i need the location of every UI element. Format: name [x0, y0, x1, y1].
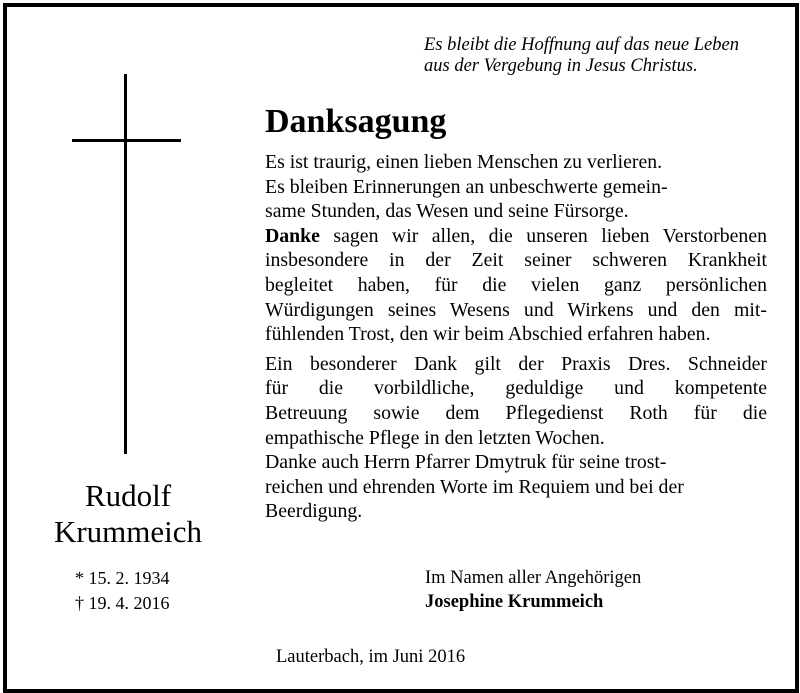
motto-line: Es bleibt die Hoffnung auf das neue Leben	[424, 35, 739, 55]
text-line: reichen und ehrenden Worte im Requiem und bei der	[265, 475, 684, 498]
deceased-first-name: Rudolf	[84, 478, 172, 513]
death-date: † 19. 4. 2016	[75, 592, 170, 613]
thanks-text	[265, 150, 767, 524]
text-line: fühlenden Trost, den wir beim Abschied erfahren haben.	[265, 323, 711, 346]
signature-block	[425, 567, 641, 614]
text-line: Es ist traurig, einen lieben Menschen zu verlieren.	[265, 151, 663, 173]
life-dates	[75, 566, 170, 615]
text-line: Betreuung sowie dem Pflegedienst Roth für die	[265, 401, 767, 424]
text-line: Würdigungen seines Wesens und Wirkens und den mit-	[265, 298, 767, 321]
cross-icon-bar	[72, 139, 181, 142]
text-line: Es bleiben Erinnerungen an unbeschwerte gemein-	[265, 175, 668, 198]
text-line-rest: sagen wir allen, die unseren lieben Verstorbenen	[319, 224, 767, 247]
page-title: Danksagung	[265, 103, 447, 140]
text-line: begleitet haben, für die vielen ganz persönlichen	[265, 273, 767, 296]
text-line: insbesondere in der Zeit seiner schweren Krankheit	[265, 249, 767, 272]
place-date: Lauterbach, im Juni 2016	[276, 647, 466, 667]
text-line: same Stunden, das Wesen und seine Fürsorge.	[265, 200, 629, 223]
birth-date: * 15. 2. 1934	[75, 568, 170, 588]
motto	[424, 35, 739, 77]
text-line: empathische Pflege in den letzten Wochen.	[265, 426, 605, 449]
danke-bold: Danke	[265, 224, 320, 247]
motto-line: aus der Vergebung in Jesus Christus.	[424, 56, 698, 76]
signature-intro: Im Namen aller Angehörigen	[425, 568, 642, 588]
text-line: Danke auch Herrn Pfarrer Dmytruk für seine trost-	[265, 451, 667, 474]
deceased-name	[40, 478, 216, 550]
text-line: für die vorbildliche, geduldige und kompetente	[265, 377, 767, 400]
cross-icon	[124, 74, 127, 454]
text-line	[265, 224, 767, 249]
signer-name: Josephine Krummeich	[425, 591, 604, 612]
text-line: Ein besonderer Dank gilt der Praxis Dres. Schneider	[265, 352, 767, 375]
text-line: Beerdigung.	[265, 500, 363, 523]
deceased-last-name: Krummeich	[53, 514, 203, 549]
